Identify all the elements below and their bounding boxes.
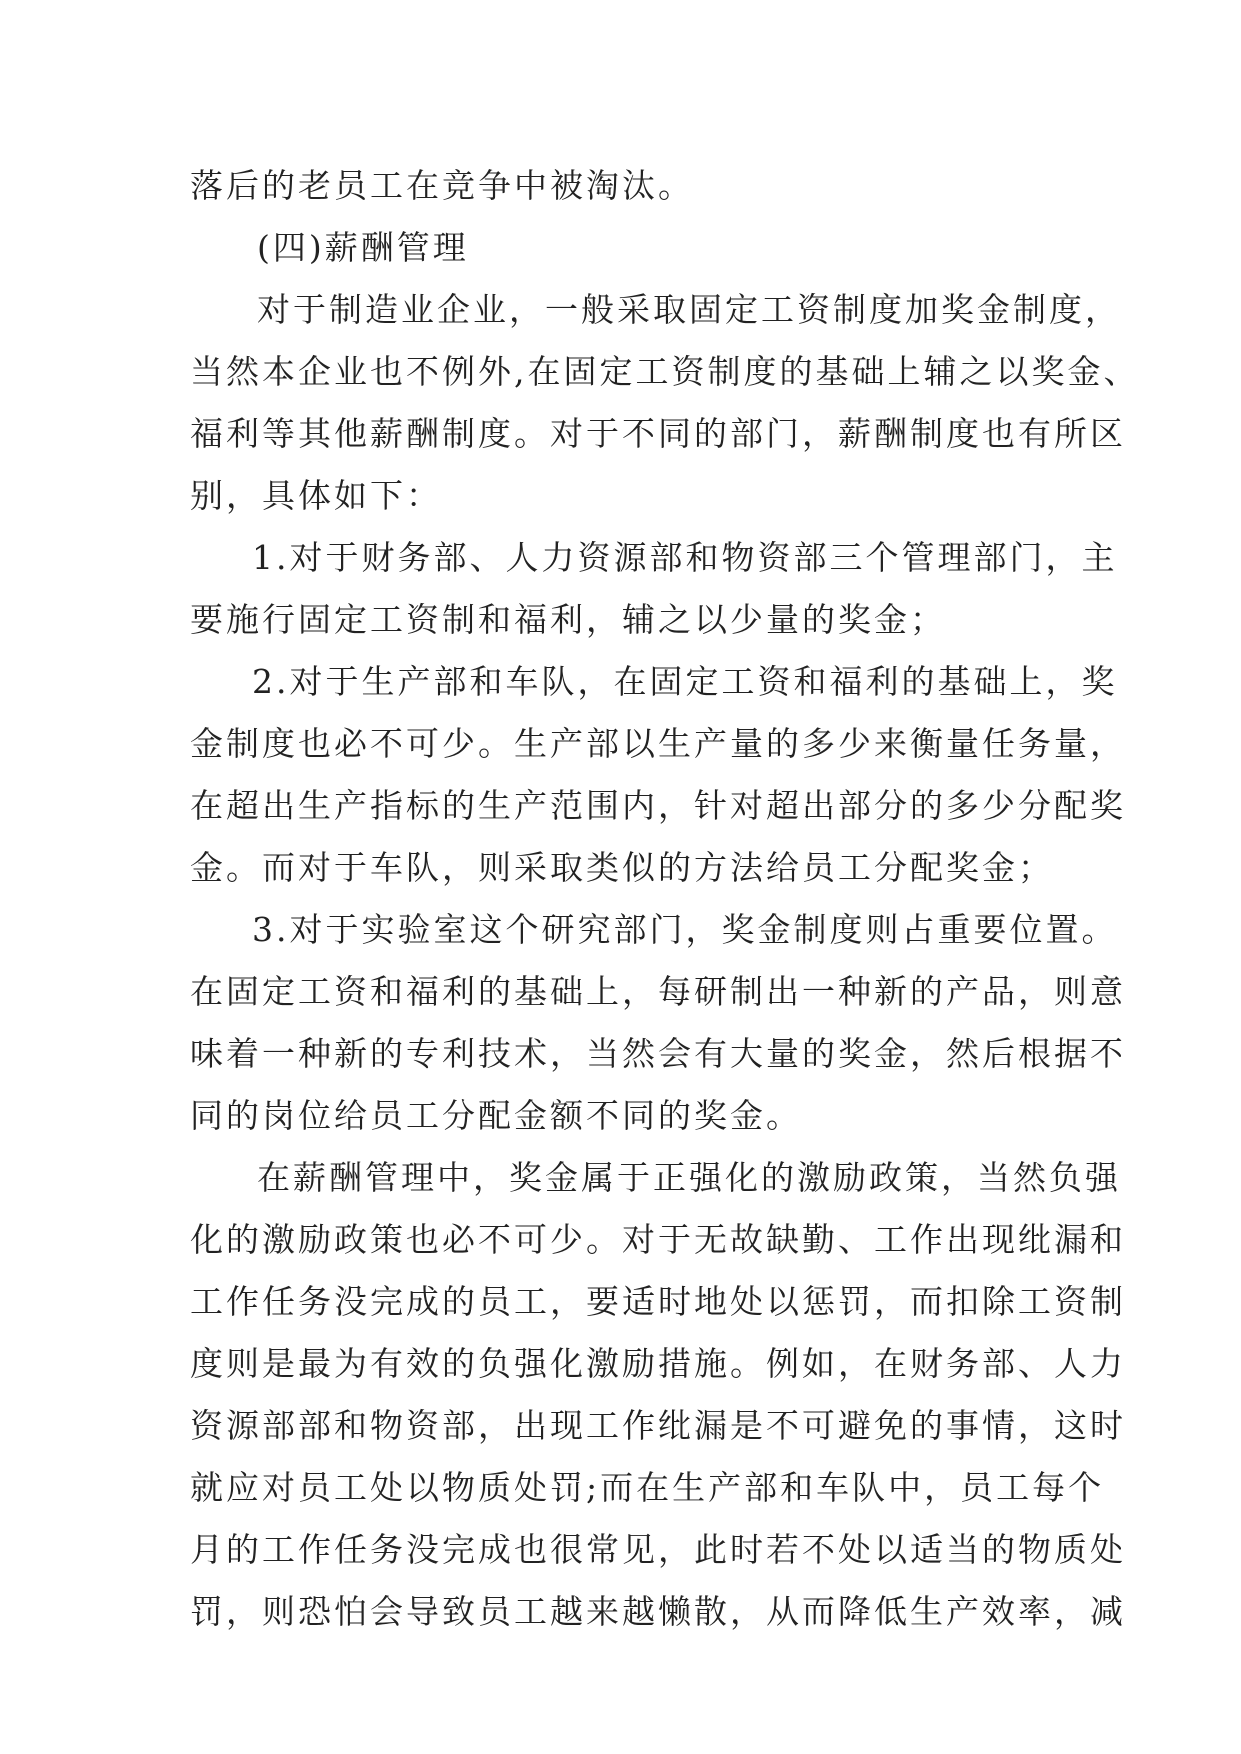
text-line: 就应对员工处以物质处罚;而在生产部和车队中，员工每个 <box>190 1468 1105 1507</box>
text-line: 化的激励政策也必不可少。对于无故缺勤、工作出现纰漏和 <box>190 1220 1126 1259</box>
text-line: 在超出生产指标的生产范围内，针对超出部分的多少分配奖 <box>190 786 1126 825</box>
text-line: 资源部部和物资部，出现工作纰漏是不可避免的事情，这时 <box>190 1406 1126 1445</box>
text-line: 落后的老员工在竞争中被淘汰。 <box>190 166 694 205</box>
text-line: 月的工作任务没完成也很常见，此时若不处以适当的物质处 <box>190 1530 1126 1569</box>
text-line: 度则是最为有效的负强化激励措施。例如，在财务部、人力 <box>190 1344 1126 1383</box>
text-line: 别，具体如下： <box>190 476 442 515</box>
text-line: 同的岗位给员工分配金额不同的奖金。 <box>190 1096 802 1135</box>
list-item: 2.对于生产部和车队，在固定工资和福利的基础上，奖 <box>252 662 1118 701</box>
text-line: 在固定工资和福利的基础上，每研制出一种新的产品，则意 <box>190 972 1126 1011</box>
text-line: 福利等其他薪酬制度。对于不同的部门，薪酬制度也有所区 <box>190 414 1126 453</box>
text-line: 当然本企业也不例外,在固定工资制度的基础上辅之以奖金、 <box>190 352 1140 391</box>
text-line: 要施行固定工资制和福利，辅之以少量的奖金； <box>190 600 946 639</box>
text-line: 味着一种新的专利技术，当然会有大量的奖金，然后根据不 <box>190 1034 1126 1073</box>
list-item: 3.对于实验室这个研究部门，奖金制度则占重要位置。 <box>252 910 1118 949</box>
text-line: 罚，则恐怕会导致员工越来越懒散，从而降低生产效率，减 <box>190 1592 1126 1631</box>
text-line: 金。而对于车队，则采取类似的方法给员工分配奖金； <box>190 848 1054 887</box>
text-line: 工作任务没完成的员工，要适时地处以惩罚，而扣除工资制 <box>190 1282 1126 1321</box>
text-line: 在薪酬管理中，奖金属于正强化的激励政策，当然负强 <box>257 1158 1121 1197</box>
text-line: 对于制造业企业，一般采取固定工资制度加奖金制度， <box>257 290 1121 329</box>
text-line: 金制度也必不可少。生产部以生产量的多少来衡量任务量， <box>190 724 1126 763</box>
list-item: 1.对于财务部、人力资源部和物资部三个管理部门，主 <box>252 538 1118 577</box>
section-heading: (四)薪酬管理 <box>257 228 469 267</box>
